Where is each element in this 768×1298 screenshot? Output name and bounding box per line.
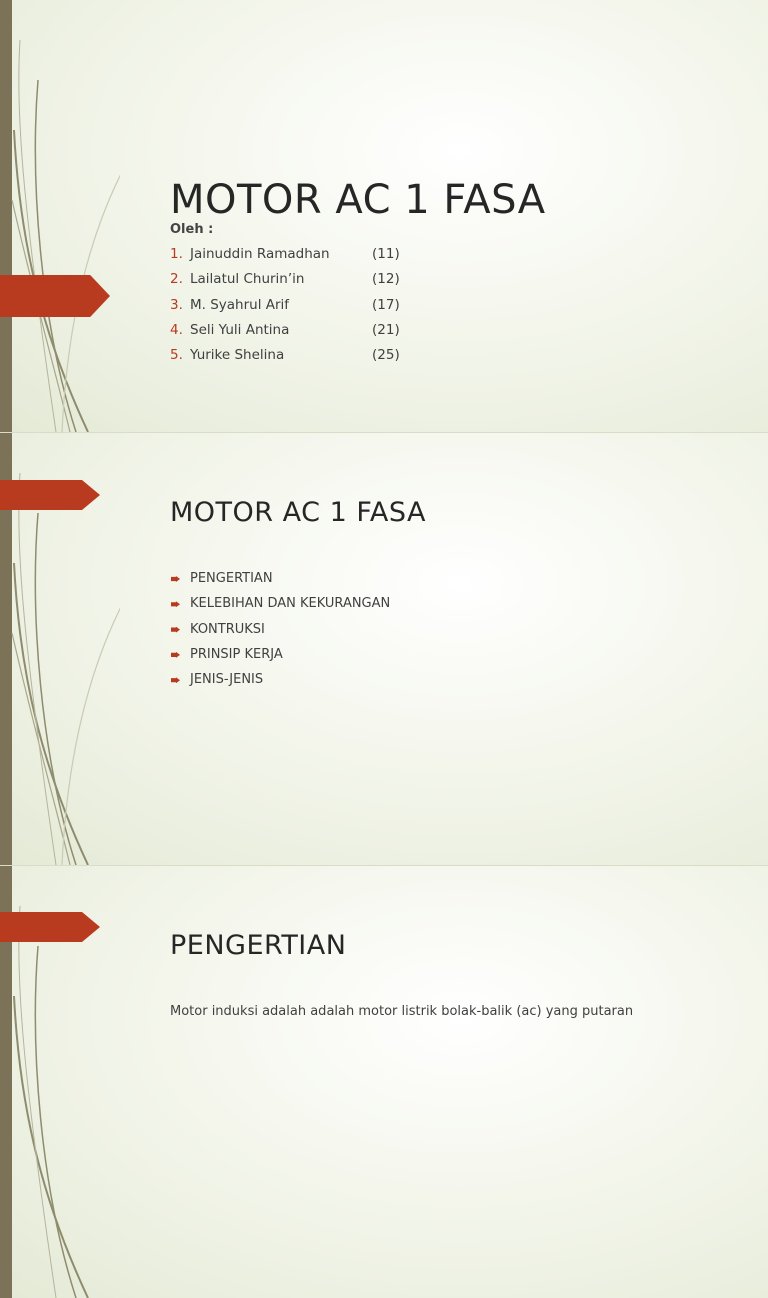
accent-arrow: [0, 275, 110, 317]
arrow-bullet-icon: [171, 601, 180, 607]
list-item-label: PRINSIP KERJA: [190, 646, 283, 662]
author-name: Seli Yuli Antina: [190, 321, 290, 338]
author-name: M. Syahrul Arif: [190, 296, 290, 313]
author-name: Jainuddin Ramadhan: [190, 246, 330, 262]
author-row: [170, 246, 410, 271]
author-row: [170, 322, 410, 347]
author-number: 4.: [170, 321, 183, 338]
swirl-decoration: [0, 0, 120, 432]
list-item: [170, 622, 390, 647]
author-number: 2.: [170, 271, 183, 288]
slide-2-title: MOTOR AC 1 FASA: [170, 497, 426, 529]
author-row: [170, 297, 410, 322]
author-name: Lailatul Churin’in: [190, 271, 305, 288]
list-item-label: KELEBIHAN DAN KEKURANGAN: [190, 596, 391, 612]
arrow-bullet-icon: [171, 627, 180, 633]
byline-label: Oleh :: [170, 222, 214, 237]
author-id: (17): [372, 296, 400, 313]
topic-list: [170, 571, 390, 697]
slide-3: [0, 866, 768, 1298]
author-id: (25): [372, 347, 400, 364]
author-list: [170, 246, 410, 372]
author-row: [170, 271, 410, 296]
list-item-label: KONTRUKSI: [190, 621, 265, 637]
author-id: (12): [372, 271, 400, 288]
author-id: (11): [372, 246, 400, 262]
definition-text: Motor induksi adalah adalah motor listrik bolak-balik (ac) yang putaran: [170, 1004, 634, 1019]
list-item: [170, 647, 390, 672]
accent-arrow: [0, 912, 100, 942]
author-number: 1.: [170, 246, 183, 262]
accent-arrow: [0, 480, 100, 510]
list-item-label: PENGERTIAN: [190, 571, 273, 586]
arrow-bullet-icon: [171, 576, 180, 582]
author-number: 5.: [170, 347, 183, 364]
arrow-bullet-icon: [171, 677, 180, 683]
author-number: 3.: [170, 296, 183, 313]
list-item: [170, 571, 390, 596]
author-name: Yurike Shelina: [190, 347, 285, 364]
slide-1-title: MOTOR AC 1 FASA: [170, 176, 546, 223]
author-row: [170, 347, 410, 372]
list-item: [170, 672, 390, 697]
list-item: [170, 596, 390, 621]
author-id: (21): [372, 321, 400, 338]
list-item-label: JENIS-JENIS: [190, 672, 264, 688]
arrow-bullet-icon: [171, 652, 180, 658]
slide-3-title: PENGERTIAN: [170, 930, 347, 962]
